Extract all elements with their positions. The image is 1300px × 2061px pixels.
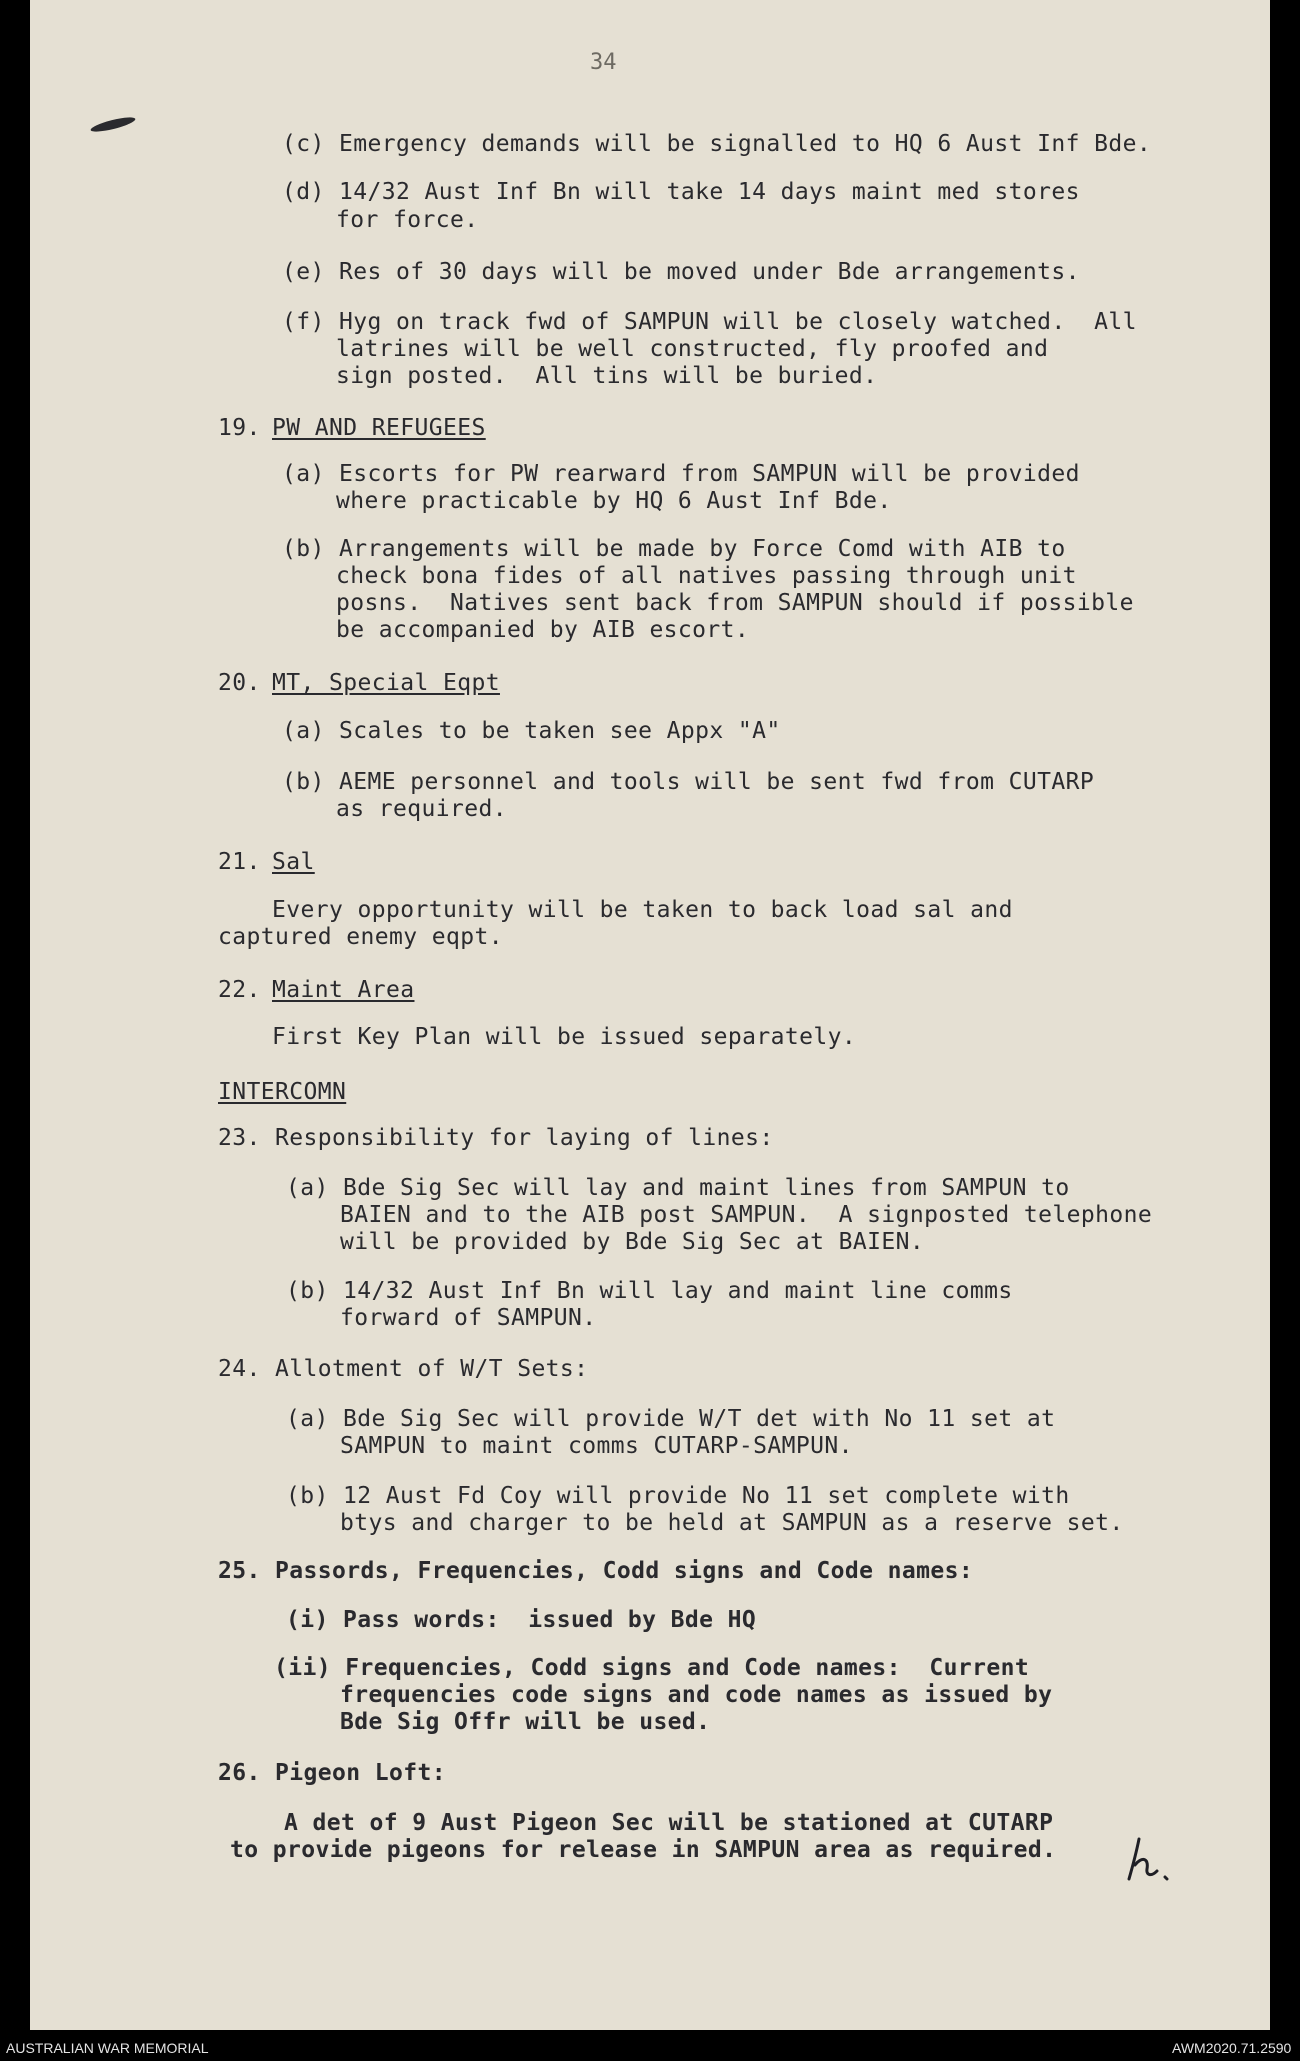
para-19b-line4: be accompanied by AIB escort. (336, 617, 750, 643)
para-18d-line2: for force. (336, 207, 479, 233)
para-23a: (a) Bde Sig Sec will lay and maint lines from SAMPUN to (286, 1175, 1070, 1201)
para-18f-line2: latrines will be well constructed, fly proofed and (336, 336, 1049, 362)
para-23a-line2: BAIEN and to the AIB post SAMPUN. A signposted telephone (340, 1202, 1153, 1228)
para-26: A det of 9 Aust Pigeon Sec will be stationed at CUTARP (284, 1810, 1054, 1836)
section-21-number: 21. (218, 849, 261, 875)
para-18c: (c) Emergency demands will be signalled to HQ 6 Aust Inf Bde. (282, 131, 1152, 157)
intercomn-heading: INTERCOMN (218, 1079, 347, 1105)
page-number: 34 (590, 50, 617, 75)
para-22: First Key Plan will be issued separately. (272, 1024, 857, 1050)
para-20b: (b) AEME personnel and tools will be sent fwd from CUTARP (282, 769, 1095, 795)
section-22-number: 22. (218, 977, 261, 1003)
para-19a-line2: where practicable by HQ 6 Aust Inf Bde. (336, 488, 892, 514)
handwritten-initials (1123, 1835, 1173, 1895)
para-23b-line2: forward of SAMPUN. (340, 1305, 597, 1331)
para-20b-line2: as required. (336, 796, 507, 822)
para-21-line2: captured enemy eqpt. (218, 924, 503, 950)
section-25-heading: 25. Passords, Frequencies, Codd signs and Code names: (218, 1558, 974, 1584)
para-23a-line3: will be provided by Bde Sig Sec at BAIEN. (340, 1229, 925, 1255)
para-26-line2: to provide pigeons for release in SAMPUN area as required. (230, 1837, 1057, 1863)
para-25-i: (i) Pass words: issued by Bde HQ (286, 1607, 757, 1633)
para-18d: (d) 14/32 Aust Inf Bn will take 14 days maint med stores (282, 179, 1080, 205)
section-21-heading: Sal (272, 849, 315, 875)
para-23b: (b) 14/32 Aust Inf Bn will lay and maint line comms (286, 1278, 1013, 1304)
para-24a: (a) Bde Sig Sec will provide W/T det with No 11 set at (286, 1406, 1056, 1432)
section-20-heading: MT, Special Eqpt (272, 670, 500, 696)
para-19b: (b) Arrangements will be made by Force Comd with AIB to (282, 536, 1066, 562)
section-23-heading: 23. Responsibility for laying of lines: (218, 1125, 774, 1151)
para-25-ii: (ii) Frequencies, Codd signs and Code names: Current (274, 1655, 1030, 1681)
section-24-heading: 24. Allotment of W/T Sets: (218, 1356, 589, 1382)
footer-catalog-number: AWM2020.71.2590 (1172, 2040, 1292, 2056)
para-18e: (e) Res of 30 days will be moved under Bde arrangements. (282, 259, 1080, 285)
section-19-heading: PW AND REFUGEES (272, 415, 486, 441)
initials-mark (1123, 1835, 1173, 1885)
section-26-heading: 26. Pigeon Loft: (218, 1760, 446, 1786)
para-25-ii-line3: Bde Sig Offr will be used. (340, 1709, 711, 1735)
para-24b: (b) 12 Aust Fd Coy will provide No 11 set complete with (286, 1483, 1070, 1509)
para-24b-line2: btys and charger to be held at SAMPUN as a reserve set. (340, 1510, 1124, 1536)
para-18f: (f) Hyg on track fwd of SAMPUN will be closely watched. All (282, 309, 1137, 335)
para-24a-line2: SAMPUN to maint comms CUTARP-SAMPUN. (340, 1433, 853, 1459)
para-20a: (a) Scales to be taken see Appx "A" (282, 718, 781, 744)
footer-source: AUSTRALIAN WAR MEMORIAL (6, 2040, 209, 2056)
para-19b-line2: check bona fides of all natives passing through unit (336, 563, 1077, 589)
section-22-heading: Maint Area (272, 977, 415, 1003)
para-19a: (a) Escorts for PW rearward from SAMPUN will be provided (282, 461, 1080, 487)
section-19-number: 19. (218, 415, 261, 441)
para-21: Every opportunity will be taken to back load sal and (272, 897, 1013, 923)
section-20-number: 20. (218, 670, 261, 696)
para-19b-line3: posns. Natives sent back from SAMPUN should if possible (336, 590, 1134, 616)
document-page (30, 0, 1270, 2030)
para-25-ii-line2: frequencies code signs and code names as issued by (340, 1682, 1053, 1708)
ink-blot (90, 115, 137, 135)
para-18f-line3: sign posted. All tins will be buried. (336, 363, 878, 389)
